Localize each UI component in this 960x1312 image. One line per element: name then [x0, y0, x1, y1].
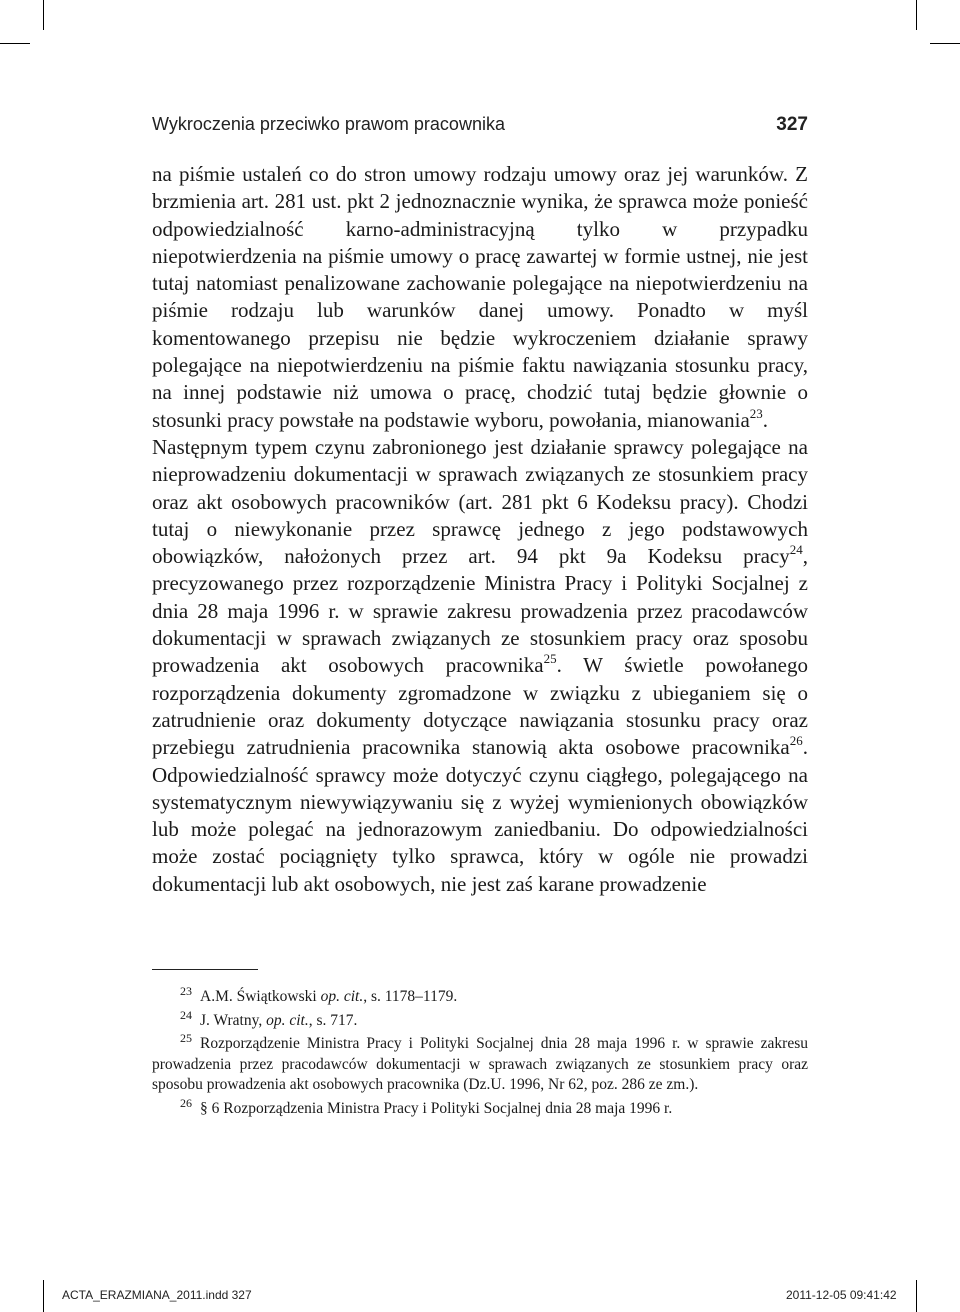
footnote-number: 24	[180, 1007, 192, 1022]
paragraph-text: , precyzowanego przez rozporządzenie Ministra Pracy i Polityki Socjalnej z dnia 28 maja 1996 r. w sprawie zakresu prowadzenia przez pracodawców dokumentacji w sprawach związanych ze stosunkiem pracy oraz sposobu prowadzenia akt osobowych pracownika	[152, 544, 808, 678]
crop-mark	[916, 1280, 917, 1312]
footnote-text: A.M. Świątkowski	[200, 988, 321, 1005]
page-number: 327	[776, 114, 808, 135]
footnote-number: 23	[180, 984, 192, 998]
crop-mark	[43, 0, 44, 30]
paragraph-text: Następnym typem czynu zabronionego jest działanie sprawcy polegające na nieprowadzeniu dokumentacji w sprawach związanych ze stosunkiem pracy oraz akt osobowych pracowników (art. 281 pkt 6 Kodeksu pracy). Chodzi tutaj o niewykonanie przez sprawcę jednego z jego podstawowych obowiązków, nałożonych przez art. 94 pkt 9a Kodeksu pracy	[152, 434, 808, 569]
paragraph-text: na piśmie ustaleń co do stron umowy rodzaju umowy oraz jej warunków. Z brzmienia art. 281 ust. pkt 2 jednoznacznie wynika, że sprawca może ponieść odpowiedzialność karno-administracyjną tylko w przypadku niepotwierdzenia na piśmie umowy o pracę zawartej w formie ustnej, nie jest tutaj natomiast penalizowane zachowanie polegające na niepotwierdzeniu na piśmie rodzaju lub warunków danej umowy. Ponadto w myśl komentowanego przepisu nie będzie wykroczeniem działanie sprawy polegające na niepotwierdzeniu na piśmie faktu nawiązania stosunku pracy, na innej podstawie niż umowa o pracę, chodzić tutaj będzie głownie o stosunki pracy powstałe na podstawie wyboru, powołania, mianowania	[152, 162, 808, 432]
footnote-text: J. Wratny,	[200, 1011, 267, 1029]
footnote-number: 25	[180, 1031, 192, 1045]
crop-mark	[930, 43, 960, 44]
footnote-text: , s. 1178–1179.	[363, 988, 458, 1005]
footnote	[152, 1031, 808, 1096]
running-header	[152, 114, 808, 136]
footnote-ref: 24	[789, 542, 803, 558]
footnote	[152, 1007, 808, 1032]
footnote-number: 26	[180, 1095, 192, 1110]
footnote-ref: 23	[749, 405, 763, 421]
footnote-ref: 25	[543, 651, 557, 667]
crop-mark	[916, 0, 917, 30]
footnote	[152, 984, 808, 1008]
footnotes	[152, 984, 808, 1122]
footnote-text: § 6 Rozporządzenia Ministra Pracy i Polityki Socjalnej dnia 28 maja 1996 r.	[200, 1099, 673, 1117]
paragraph-text: . W świetle powołanego rozporządzenia dokumenty zgromadzone w związku z ubieganiem się o zatrudnienie oraz dokumenty dotyczące nawiązania stosunku pracy oraz przebiegu zatrudnienia pracownika stanowią akta osobowe pracownika	[152, 653, 809, 760]
paragraph	[152, 161, 808, 434]
body-text	[152, 161, 808, 898]
paragraph-text: . Odpowiedzialność sprawcy może dotyczyć czynu ciągłego, polegającego na systematycznym niewywiązywaniu się z wyżej wymienionych obowiązków lub może polegać na jednorazowym zaniedbaniu. Do odpowiedzialności może zostać pociągnięty tylko sprawca, który w ogóle nie prowadzi dokumentacji lub akt osobowych, nie jest zaś karane prowadzenie	[152, 735, 808, 896]
footnote-ref: 26	[789, 733, 803, 749]
footnote-text: Rozporządzenie Ministra Pracy i Polityki Socjalnej dnia 28 maja 1996 r. w sprawie zakresu prowadzenia przez pracodawców dokumentacji w sprawach związanych ze stosunkiem pracy oraz sposobu prowadzenia akt osobowych pracownika (Dz.U. 1996, Nr 62, poz. 286 ze zm.).	[152, 1035, 808, 1093]
crop-mark	[0, 43, 30, 44]
running-title: Wykroczenia przeciwko prawom pracownika	[152, 114, 505, 134]
footnote	[152, 1095, 808, 1120]
footnote-text: , s. 717.	[308, 1011, 358, 1029]
slug-timestamp: 2011-12-05 09:41:42	[786, 1288, 897, 1302]
slug-file: ACTA_ERAZMIANA_2011.indd 327	[62, 1288, 252, 1302]
paragraph-text: .	[762, 407, 769, 432]
footnote-separator	[152, 969, 258, 970]
footnote-text-italic: op. cit.	[320, 988, 364, 1005]
paragraph	[152, 434, 808, 898]
crop-mark	[43, 1280, 44, 1312]
footnote-text-italic: op. cit.	[266, 1011, 309, 1029]
